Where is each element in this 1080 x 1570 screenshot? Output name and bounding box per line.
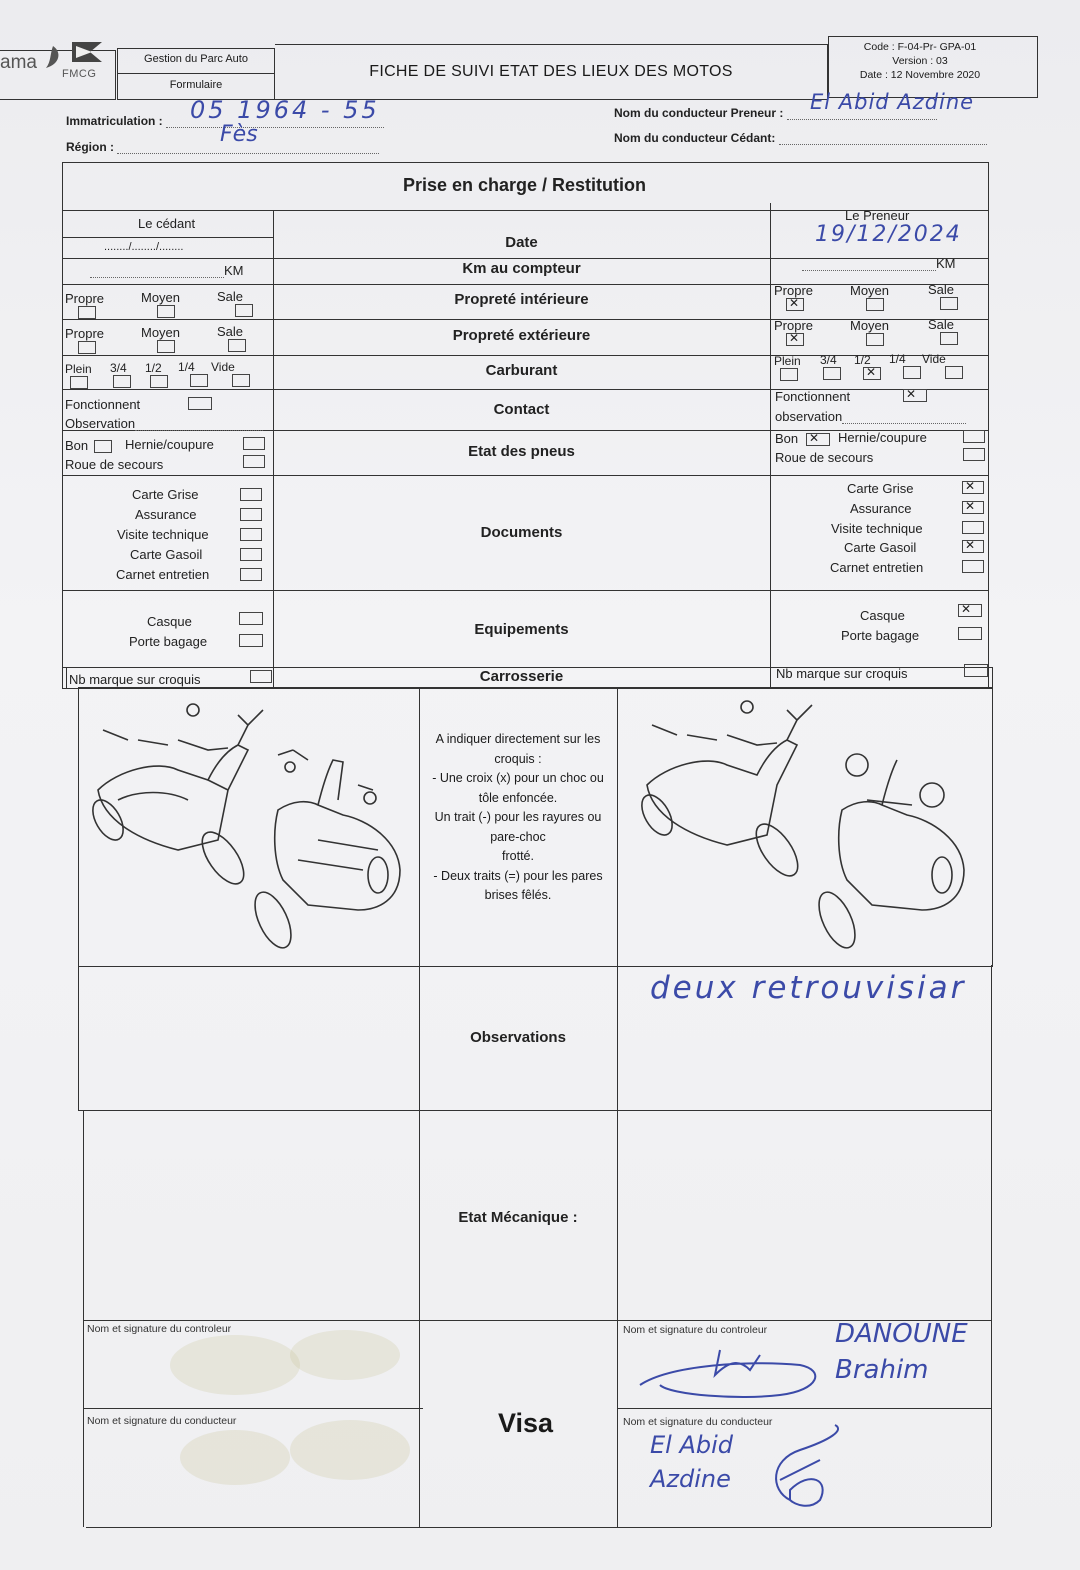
divider: [83, 1408, 423, 1409]
table-title: Prise en charge / Restitution: [402, 175, 647, 195]
doc-gasoil-label: Carte Gasoil: [130, 547, 203, 562]
divider: [62, 355, 989, 356]
module-box: [117, 48, 275, 100]
pi-moyen-label: Moyen: [141, 290, 181, 305]
doc-p-assurance-checkbox[interactable]: [962, 501, 984, 514]
faded-signature: [290, 1330, 400, 1380]
km-line: [90, 267, 224, 278]
controleur-signature-scribble: [630, 1330, 830, 1410]
contact-fonct-label: Fonctionnent: [65, 397, 141, 412]
tyre-bon-label: Bon: [65, 438, 89, 453]
contact-p-fonct-label: Fonctionnent: [775, 389, 851, 404]
pi-sale-checkbox[interactable]: [235, 304, 253, 317]
fuel-p-12-label: 1/2: [854, 353, 871, 367]
module-title: Gestion du Parc Auto: [144, 53, 248, 65]
documents-label: Documents: [480, 524, 563, 541]
fuel-p-34-checkbox[interactable]: [823, 367, 841, 380]
pi-moyen-p-checkbox[interactable]: [866, 298, 884, 311]
controleur-name-handwritten: DANOUNE Brahim: [835, 1319, 968, 1385]
nb-marque-p-label: Nb marque sur croquis: [776, 666, 908, 681]
fuel-p-plein-label: Plein: [774, 354, 801, 368]
observation-handwritten: deux retrouvisiar: [650, 970, 967, 1006]
conducteur-signature-scribble: [760, 1420, 850, 1515]
pi-sale-p-label: Sale: [928, 282, 955, 297]
document-code-box: [828, 36, 1038, 98]
pi-propre-checkbox[interactable]: [78, 306, 96, 319]
eq-p-porte-bagage-label: Porte bagage: [841, 628, 920, 643]
instruction-line: brises fêlés.: [484, 888, 552, 902]
preneur-label: Nom du conducteur Preneur :: [614, 106, 784, 120]
fuel-12-label: 1/2: [145, 361, 162, 375]
doc-assurance-checkbox[interactable]: [240, 508, 262, 521]
instruction-line: tôle enfoncée.: [478, 790, 558, 805]
divider: [617, 687, 618, 1527]
km-line: [802, 260, 936, 271]
instruction-line: croquis :: [494, 751, 542, 766]
eq-p-porte-bagage-checkbox[interactable]: [958, 627, 982, 640]
instruction-line: - Une croix (x) pour un choc ou: [432, 771, 604, 785]
faded-signature: [170, 1335, 300, 1395]
doc-p-visite-checkbox[interactable]: [962, 521, 984, 534]
fuel-14-checkbox[interactable]: [190, 374, 208, 387]
pe-moyen-checkbox[interactable]: [157, 340, 175, 353]
doc-visite-label: Visite technique: [117, 527, 209, 542]
divider: [62, 475, 989, 476]
fuel-p-vide-label: Vide: [922, 352, 946, 366]
pi-sale-label: Sale: [217, 289, 244, 304]
region-value: Fès: [220, 122, 258, 147]
fuel-p-plein-checkbox[interactable]: [780, 368, 798, 381]
instruction-line: Un trait (-) pour les rayures ou: [434, 810, 602, 824]
fuel-p-14-label: 1/4: [889, 352, 906, 366]
visa-label: Visa: [498, 1408, 554, 1438]
faded-signature: [290, 1420, 410, 1480]
eq-p-casque-checkbox[interactable]: [958, 604, 982, 617]
contact-obs-label: [65, 416, 263, 431]
doc-p-carte-grise-label: Carte Grise: [847, 481, 914, 496]
logo-text: ama: [0, 52, 37, 73]
fuel-plein-checkbox[interactable]: [70, 376, 88, 389]
pe-sale-p-checkbox[interactable]: [940, 332, 958, 345]
eq-casque-label: Casque: [147, 614, 192, 629]
sig-conducteur-right: Nom et signature du conducteur: [623, 1416, 773, 1428]
contact-p-obs-label: [775, 409, 966, 424]
pi-moyen-checkbox[interactable]: [157, 305, 175, 318]
pe-propre-p-checkbox[interactable]: [786, 333, 804, 346]
doc-p-carnet-label: Carnet entretien: [830, 560, 924, 575]
pi-sale-p-checkbox[interactable]: [940, 297, 958, 310]
km-label: Km au compteur: [462, 260, 581, 277]
instruction-line: - Deux traits (=) pour les pares: [433, 868, 603, 883]
nb-marque-label: Nb marque sur croquis: [69, 672, 201, 687]
doc-assurance-label: Assurance: [135, 507, 197, 522]
doc-version: Version : 03: [892, 55, 948, 67]
pe-sale-label: Sale: [217, 324, 244, 339]
fuel-p-12-checkbox[interactable]: [863, 367, 881, 380]
pi-propre-label: Propre: [65, 291, 105, 306]
cedant-field[interactable]: [614, 130, 987, 145]
fuel-34-checkbox[interactable]: [113, 375, 131, 388]
doc-code: Code : F-04-Pr- GPA-01: [863, 41, 977, 53]
pe-propre-label: Propre: [65, 326, 105, 341]
divider: [118, 73, 274, 74]
conducteur-signature-handwritten: El Abid Azdine: [650, 1431, 734, 1493]
pneus-label: Etat des pneus: [468, 443, 575, 460]
pi-propre-p-checkbox[interactable]: [786, 298, 804, 311]
doc-p-assurance-label: Assurance: [850, 501, 912, 516]
observations-label: Observations: [470, 1029, 566, 1046]
cedant-line: [779, 130, 987, 145]
nb-marque-checkbox[interactable]: [250, 670, 272, 683]
eq-casque-checkbox[interactable]: [239, 612, 263, 625]
contact-obs-line: [135, 422, 263, 431]
region-label: Région :: [66, 140, 114, 154]
sig-controleur-left: Nom et signature du controleur: [87, 1323, 232, 1335]
km-unit: KM: [936, 256, 956, 271]
pi-moyen-p-label: Moyen: [850, 283, 890, 298]
proprete-int-label: Propreté intérieure: [454, 291, 589, 308]
tyre-roue-label: Roue de secours: [65, 457, 164, 472]
tyre-hernie-label: Hernie/coupure: [125, 437, 214, 452]
instruction-line: A indiquer directement sur les: [435, 732, 601, 746]
carrosserie-label: Carrosserie: [479, 668, 564, 685]
doc-carte-grise-label: Carte Grise: [132, 487, 199, 502]
divider: [83, 1110, 84, 1527]
scooter-sketch-left: [78, 690, 418, 960]
carburant-label: Carburant: [485, 362, 558, 379]
preneur-header: Le Preneur: [845, 208, 910, 223]
form-header: [0, 36, 1040, 98]
leaf-logo-icon: [42, 44, 64, 70]
contact-label: Contact: [493, 401, 550, 418]
doc-p-gasoil-checkbox[interactable]: [962, 540, 984, 553]
tyre-hernie-checkbox[interactable]: [243, 437, 265, 450]
date-label: Date: [505, 234, 538, 251]
etat-mecanique-label: Etat Mécanique :: [458, 1209, 578, 1226]
doc-visite-checkbox[interactable]: [240, 528, 262, 541]
pe-moyen-label: Moyen: [141, 325, 181, 340]
doc-carnet-label: Carnet entretien: [116, 567, 210, 582]
doc-carnet-checkbox[interactable]: [240, 568, 262, 581]
sig-conducteur-left: Nom et signature du conducteur: [87, 1415, 237, 1427]
divider: [78, 965, 79, 1110]
fuel-vide-label: Vide: [211, 360, 235, 374]
sketch-instructions: [421, 730, 615, 906]
doc-date: Date : 12 Novembre 2020: [859, 69, 981, 81]
instruction-line: frotté.: [502, 849, 534, 863]
tyre-p-roue-label: Roue de secours: [775, 450, 874, 465]
module-subtitle: Formulaire: [169, 79, 223, 91]
proprete-ext-label: Propreté extérieure: [452, 327, 591, 344]
flag-logo-icon: [70, 40, 104, 64]
pe-sale-checkbox[interactable]: [228, 339, 246, 352]
date-preneur: 19/12/2024: [815, 222, 962, 247]
tyre-p-hernie-checkbox[interactable]: [963, 430, 985, 443]
tyre-bon-checkbox[interactable]: [94, 440, 112, 453]
pe-propre-checkbox[interactable]: [78, 341, 96, 354]
pe-moyen-p-checkbox[interactable]: [866, 333, 884, 346]
immatriculation-label: Immatriculation :: [66, 114, 163, 128]
contact-p-obs-line: [842, 415, 966, 424]
faded-signature: [180, 1430, 290, 1485]
pe-propre-p-label: Propre: [774, 318, 814, 333]
instruction-line: pare-choc: [490, 829, 546, 844]
fuel-plein-label: Plein: [65, 362, 92, 376]
doc-p-carnet-checkbox[interactable]: [962, 560, 984, 573]
page-title: FICHE DE SUIVI ETAT DES LIEUX DES MOTOS: [369, 63, 733, 80]
divider: [991, 965, 992, 1527]
fuel-vide-checkbox[interactable]: [232, 374, 250, 387]
divider: [62, 237, 274, 238]
eq-porte-bagage-checkbox[interactable]: [239, 634, 263, 647]
tyre-roue-checkbox[interactable]: [243, 455, 265, 468]
pe-moyen-p-label: Moyen: [850, 318, 890, 333]
tyre-p-bon-label: Bon: [775, 431, 799, 446]
immatriculation-value: 05 1964 - 55: [190, 96, 380, 124]
pe-sale-p-label: Sale: [928, 317, 955, 332]
doc-p-carte-grise-checkbox[interactable]: [962, 481, 984, 494]
divider: [62, 590, 989, 591]
doc-p-visite-label: Visite technique: [831, 521, 923, 536]
fuel-34-label: 3/4: [110, 361, 127, 375]
fuel-p-14-checkbox[interactable]: [903, 366, 921, 379]
contact-p-obs-text: observation: [775, 409, 843, 424]
doc-carte-grise-checkbox[interactable]: [240, 488, 262, 501]
doc-p-gasoil-label: Carte Gasoil: [844, 540, 917, 555]
cedant-label: Nom du conducteur Cédant:: [614, 131, 776, 145]
divider: [419, 687, 420, 1527]
km-preneur: [802, 256, 956, 271]
title-box: [275, 44, 828, 100]
km-cedant: [90, 263, 244, 278]
contact-p-fonct-checkbox[interactable]: [903, 389, 927, 402]
eq-porte-bagage-label: Porte bagage: [129, 634, 208, 649]
preneur-value: El Abid Azdine: [810, 90, 975, 114]
pi-propre-p-label: Propre: [774, 283, 814, 298]
fuel-p-vide-checkbox[interactable]: [945, 366, 963, 379]
fuel-12-checkbox[interactable]: [150, 375, 168, 388]
fuel-p-34-label: 3/4: [820, 353, 837, 367]
km-unit: KM: [224, 263, 244, 278]
equipements-label: Equipements: [474, 621, 569, 638]
date-cedant: ......../......../........: [104, 241, 184, 253]
contact-fonct-checkbox[interactable]: [188, 397, 212, 410]
logo-fmcg: FMCG: [62, 68, 97, 80]
sig-controleur-right: Nom et signature du controleur: [623, 1324, 768, 1336]
nb-marque-p-checkbox[interactable]: [964, 664, 988, 677]
contact-obs-text: Observation: [65, 416, 136, 431]
divider: [770, 203, 771, 688]
divider: [78, 1110, 991, 1111]
doc-gasoil-checkbox[interactable]: [240, 548, 262, 561]
eq-p-casque-label: Casque: [860, 608, 905, 623]
scooter-sketch-right: [622, 695, 988, 960]
tyre-p-bon-checkbox[interactable]: [806, 433, 830, 446]
tyre-p-roue-checkbox[interactable]: [963, 448, 985, 461]
divider: [86, 1527, 991, 1528]
fuel-14-label: 1/4: [178, 360, 195, 374]
cedant-header: Le cédant: [138, 216, 196, 231]
tyre-p-hernie-label: Hernie/coupure: [838, 430, 927, 445]
